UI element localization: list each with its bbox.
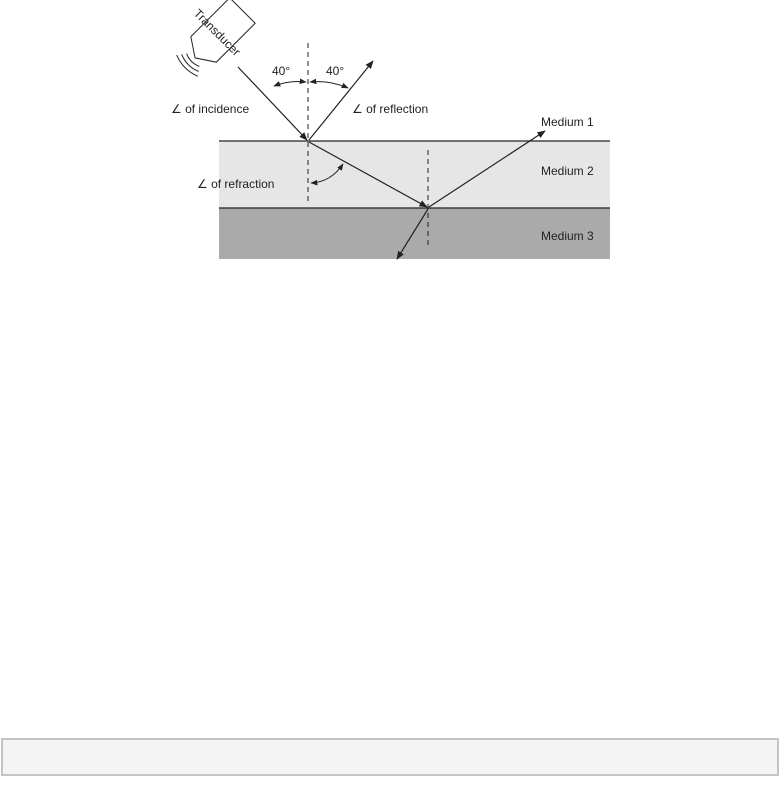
medium-3-label: Medium 3 xyxy=(541,229,594,243)
angle-of-refraction-label: ∠ of refraction xyxy=(197,177,275,191)
ultrasound-refraction-diagram xyxy=(0,0,783,270)
medium-1-label: Medium 1 xyxy=(541,115,594,129)
incidence-angle-value: 40° xyxy=(272,64,291,78)
reflection-angle-value: 40° xyxy=(326,64,345,78)
angle-of-incidence-label: ∠ of incidence xyxy=(171,102,250,116)
angle-of-reflection-label: ∠ of reflection xyxy=(352,102,429,116)
footer-panel xyxy=(1,738,779,776)
transducer-label: Transducer xyxy=(190,6,244,59)
medium-2-label: Medium 2 xyxy=(541,164,594,178)
reflection-angle-arc xyxy=(310,82,348,88)
incidence-angle-arc xyxy=(274,82,306,87)
transducer-probe xyxy=(172,0,255,81)
